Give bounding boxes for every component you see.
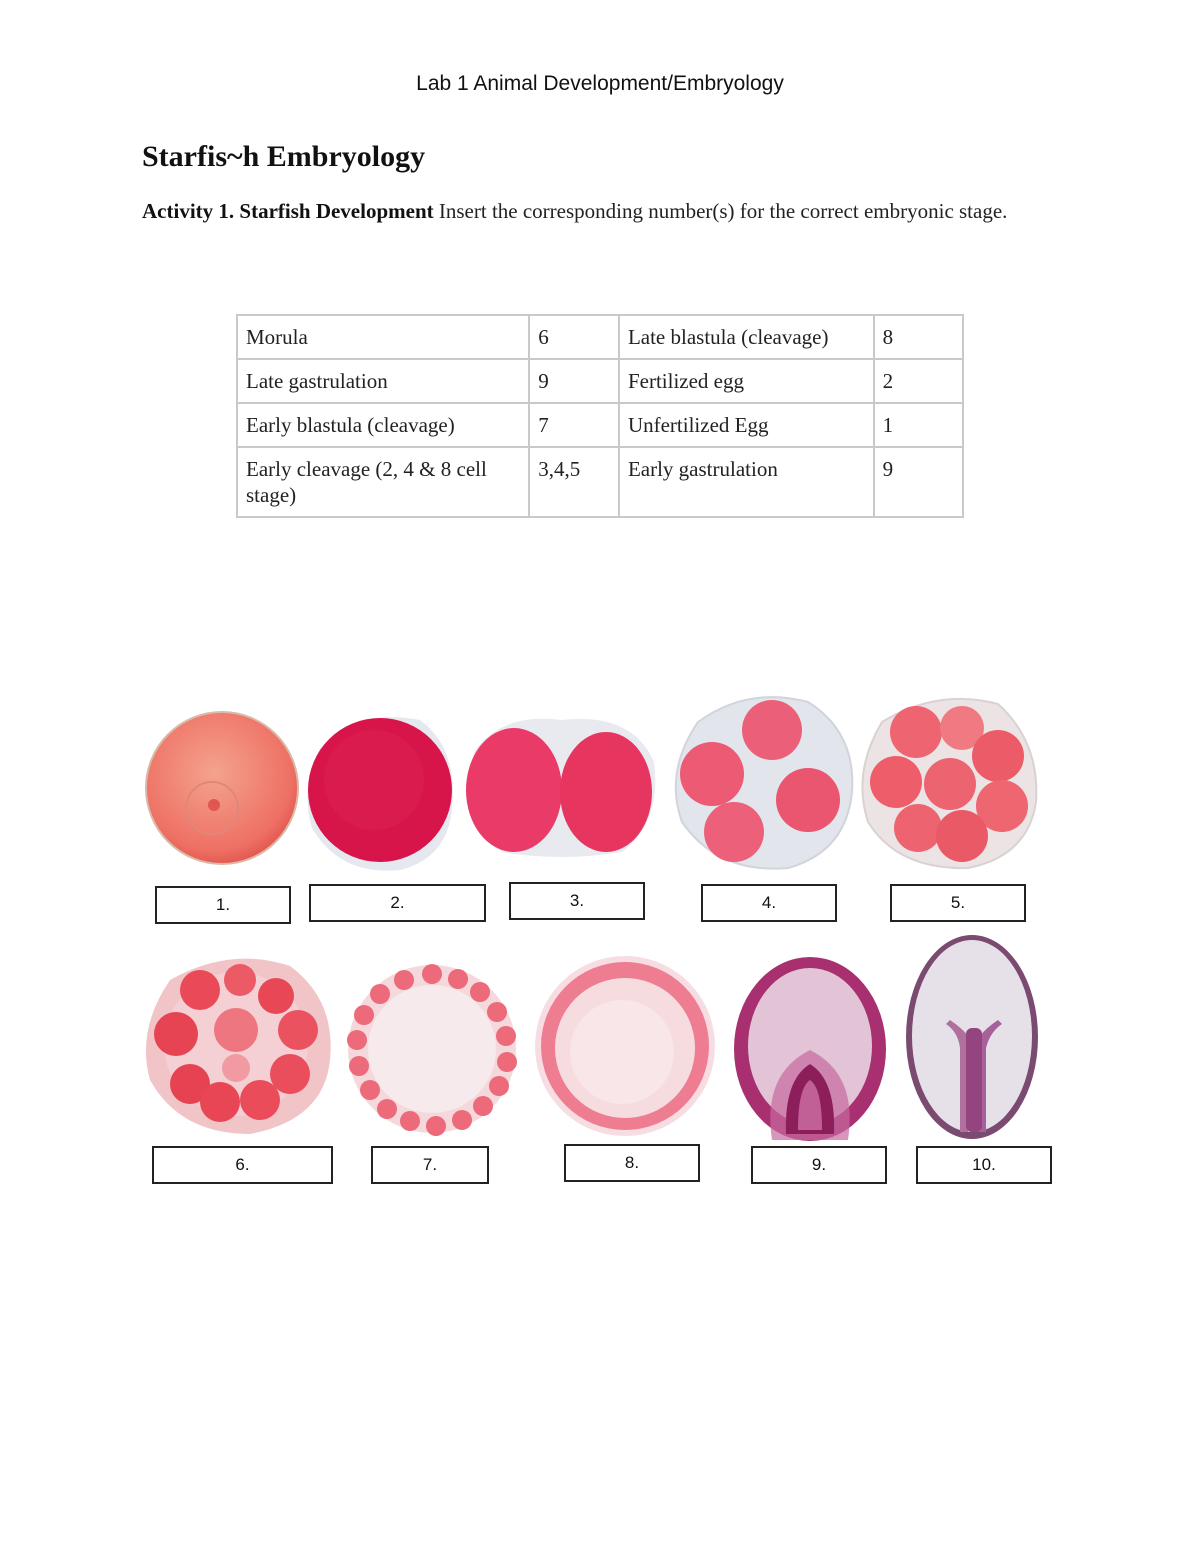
figure-label: 9.: [751, 1146, 887, 1184]
figure-label: 2.: [309, 884, 486, 922]
table-row: [237, 315, 963, 359]
figure-label: 3.: [509, 882, 645, 920]
stage-name: Early cleavage (2, 4 & 8 cell stage): [237, 447, 529, 517]
stage-name: Unfertilized Egg: [619, 403, 874, 447]
activity-label: Activity 1. Starfish Development: [142, 199, 434, 223]
stage-name: Late blastula (cleavage): [619, 315, 874, 359]
figure-label: 8.: [564, 1144, 700, 1182]
figure-label: 10.: [916, 1146, 1052, 1184]
stage-number: 9: [529, 359, 619, 403]
embryo-image-8: [532, 954, 718, 1138]
embryo-image-3: [462, 712, 662, 862]
activity-instructions: [142, 196, 1062, 226]
stage-table: [236, 314, 964, 518]
embryo-image-9: [732, 954, 888, 1144]
stage-name: Late gastrulation: [237, 359, 529, 403]
stage-name: Fertilized egg: [619, 359, 874, 403]
page-title: Starfis~h Embryology: [142, 140, 426, 173]
embryo-image-6: [140, 950, 336, 1136]
stage-number: 3,4,5: [529, 447, 619, 517]
stage-number: 1: [874, 403, 963, 447]
embryo-image-1: [142, 708, 302, 868]
embryo-image-7: [342, 960, 522, 1138]
stage-name: Early gastrulation: [619, 447, 874, 517]
figure-label: 7.: [371, 1146, 489, 1184]
figure-label: 6.: [152, 1146, 333, 1184]
figure-label: 4.: [701, 884, 837, 922]
stage-name: Morula: [237, 315, 529, 359]
table-row: [237, 447, 963, 517]
table-row: [237, 403, 963, 447]
stage-number: 6: [529, 315, 619, 359]
activity-instruction: Insert the corresponding number(s) for the correct embryonic stage.: [433, 199, 1008, 223]
stage-name: Early blastula (cleavage): [237, 403, 529, 447]
stage-number: 7: [529, 403, 619, 447]
table-row: [237, 359, 963, 403]
embryo-image-4: [668, 692, 858, 872]
figure-label: 5.: [890, 884, 1026, 922]
figure-label: 1.: [155, 886, 291, 924]
embryo-image-5: [858, 692, 1042, 870]
embryo-image-2: [300, 708, 460, 878]
stage-number: 8: [874, 315, 963, 359]
stage-number: 2: [874, 359, 963, 403]
stage-number: 9: [874, 447, 963, 517]
embryo-image-10: [902, 932, 1042, 1142]
page-header: Lab 1 Animal Development/Embryology: [416, 72, 784, 95]
